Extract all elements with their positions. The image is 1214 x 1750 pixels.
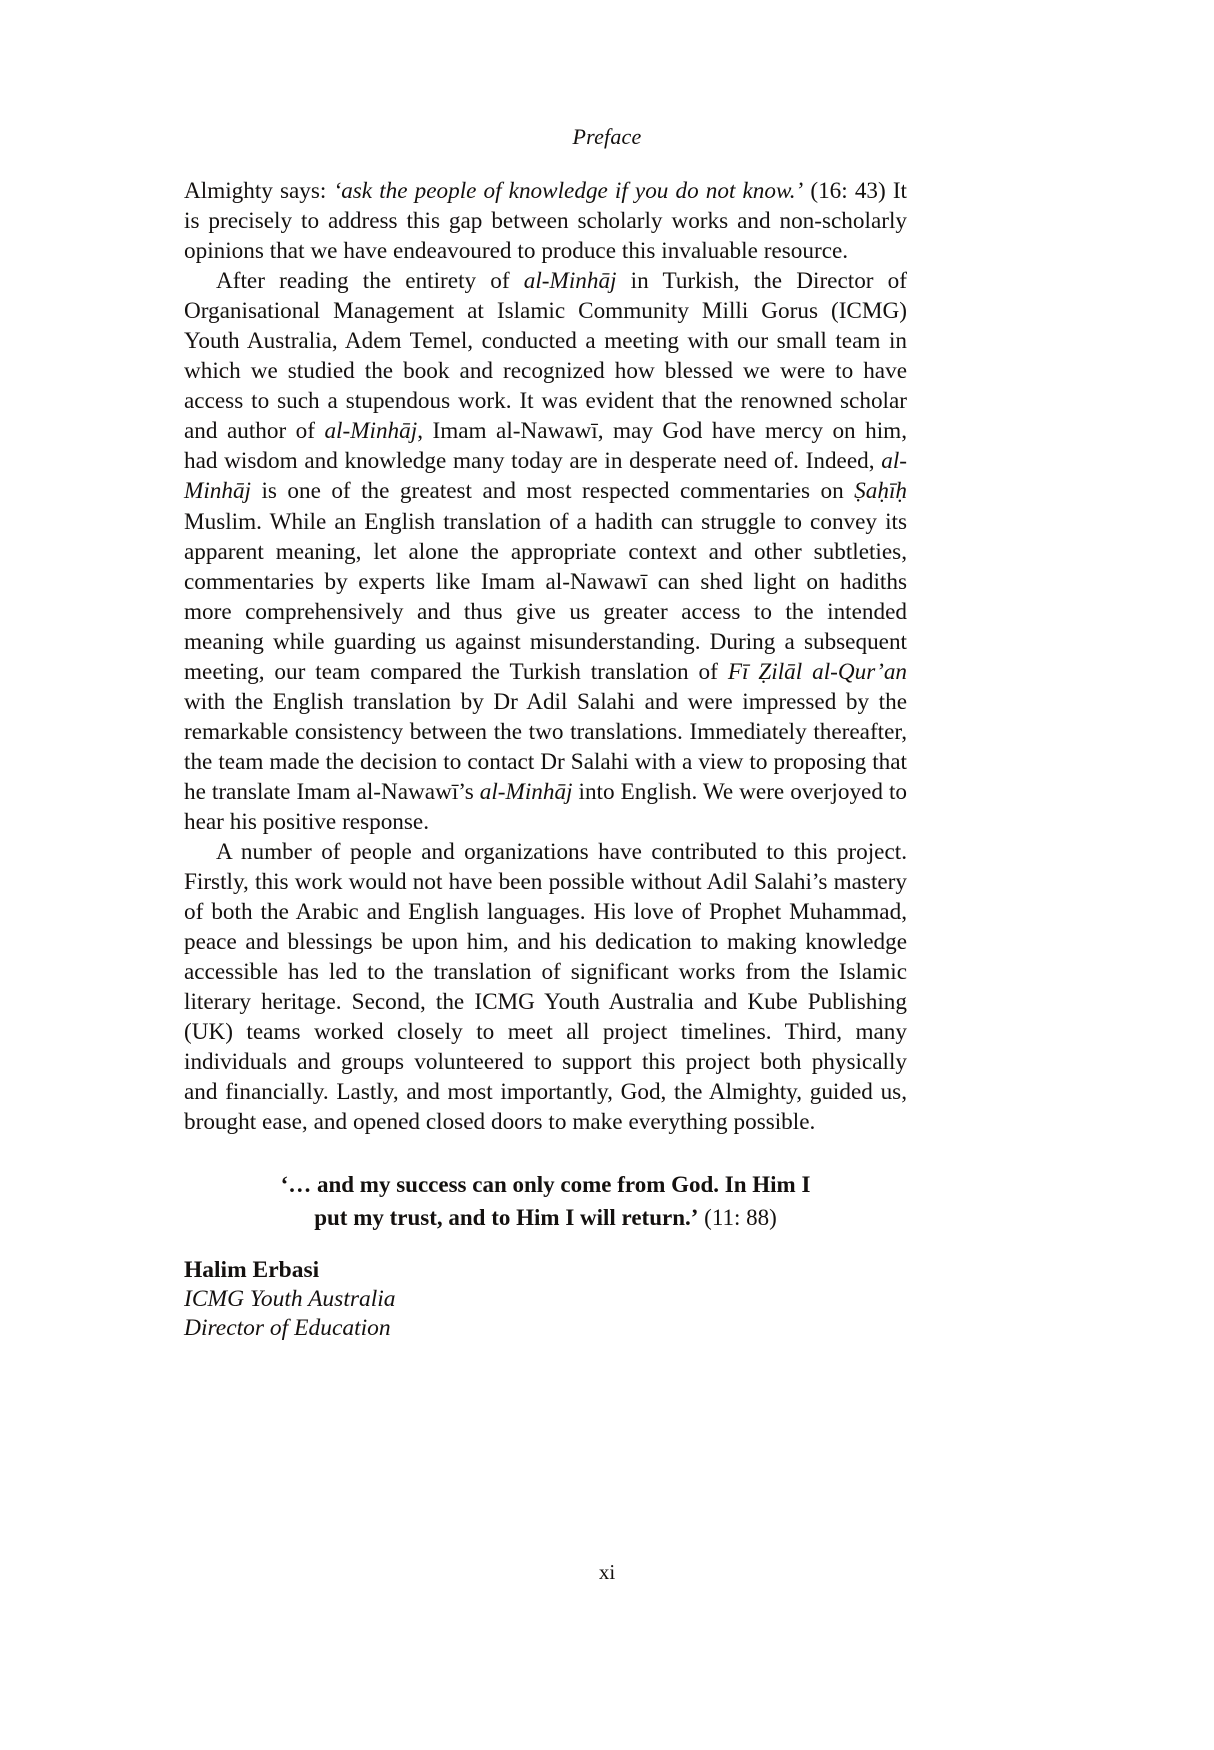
italic-run: al-Minhāj bbox=[523, 268, 617, 295]
text-run: Almighty says: bbox=[184, 178, 334, 204]
paragraph-3 bbox=[184, 837, 907, 1137]
pullquote-text bbox=[184, 1168, 907, 1234]
text-run: , Imam al-Nawawī, may God have mercy on him, had wisdom and knowledge many today are in desperate need of. Indeed, bbox=[184, 418, 907, 475]
pullquote-line-1: ‘… and my success can only come from God. In Him I bbox=[280, 1172, 811, 1197]
pullquote-reference: (11: 88) bbox=[698, 1205, 777, 1230]
italic-run: al-Minhāj bbox=[184, 448, 907, 505]
text-run: A number of people and organizations have contributed to this project. Firstly, this work would not have been possible without Adil Salahi’s mastery of both the Arabic and English languages. His love of Prophet Muhammad, peace and blessings be upon him, and his dedication to making knowledge accessible has led to the translation of significant works from the Islamic literary heritage. Second, the ICMG Youth Australia and Kube Publishing (UK) teams worked closely to meet all project timelines. Third, many individuals and groups volunteered to support this project both physically and financially. Lastly, and most importantly, God, the Almighty, guided us, brought ease, and opened closed doors to make everything possible. bbox=[184, 839, 907, 1136]
text-run: into English. We were overjoyed to hear his positive response. bbox=[184, 778, 907, 835]
text-run: with the English translation by Dr Adil Salahi and were impressed by the remarkable consistency between the two translations. Immediately thereafter, the team made the decision to contact Dr Salahi with a view to proposing that he translate Imam al-Nawawī’s bbox=[184, 688, 907, 805]
signature-organisation: ICMG Youth Australia bbox=[184, 1286, 396, 1312]
text-run: is one of the greatest and most respected commentaries on bbox=[250, 478, 855, 505]
signature-block bbox=[184, 1255, 784, 1343]
text-run: After reading the entirety of bbox=[216, 268, 524, 295]
paragraph-1 bbox=[184, 176, 907, 266]
italic-run: Fī Ẓilāl al-Qur’an bbox=[727, 658, 908, 685]
signature-role: Director of Education bbox=[184, 1315, 391, 1341]
running-head: Preface bbox=[572, 124, 642, 149]
text-run: Muslim. While an English translation of a hadith can struggle to convey its apparent meaning, let alone the appropriate context and other subtleties, commentaries by experts like Imam al-Nawawī can shed light on hadiths more comprehensively and thus give us greater access to the intended meaning while guarding us against misunderstanding. During a subsequent meeting, our team compared the Turkish translation of bbox=[184, 508, 907, 685]
text-run: (16: 43) It is precisely to address this gap between scholarly works and non-scholarly opinions that we have endeavoured to produce this invaluable resource. bbox=[184, 178, 907, 265]
italic-run: al-Minhāj bbox=[324, 418, 418, 445]
text-run: in Turkish, the Director of Organisational Management at Islamic Community Milli Gorus (ICMG) Youth Australia, Adem Temel, conducted a meeting with our small team in which we studied the book and recognized how blessed we were to have access to such a stupendous work. It was evident that the renowned scholar and author of bbox=[184, 268, 907, 445]
page-number: xi bbox=[598, 1560, 616, 1584]
italic-run: ‘ask the people of knowledge if you do not know.’ bbox=[333, 178, 804, 204]
pullquote-block bbox=[184, 1168, 907, 1234]
body-text-block bbox=[184, 176, 907, 1138]
signature-name: Halim Erbasi bbox=[184, 1257, 320, 1283]
italic-run: Ṣaḥīḥ bbox=[854, 478, 907, 505]
italic-run: al-Minhāj bbox=[479, 778, 573, 805]
pullquote-line-2: put my trust, and to Him I will return.’ bbox=[314, 1205, 699, 1230]
paragraph-2 bbox=[184, 266, 907, 837]
